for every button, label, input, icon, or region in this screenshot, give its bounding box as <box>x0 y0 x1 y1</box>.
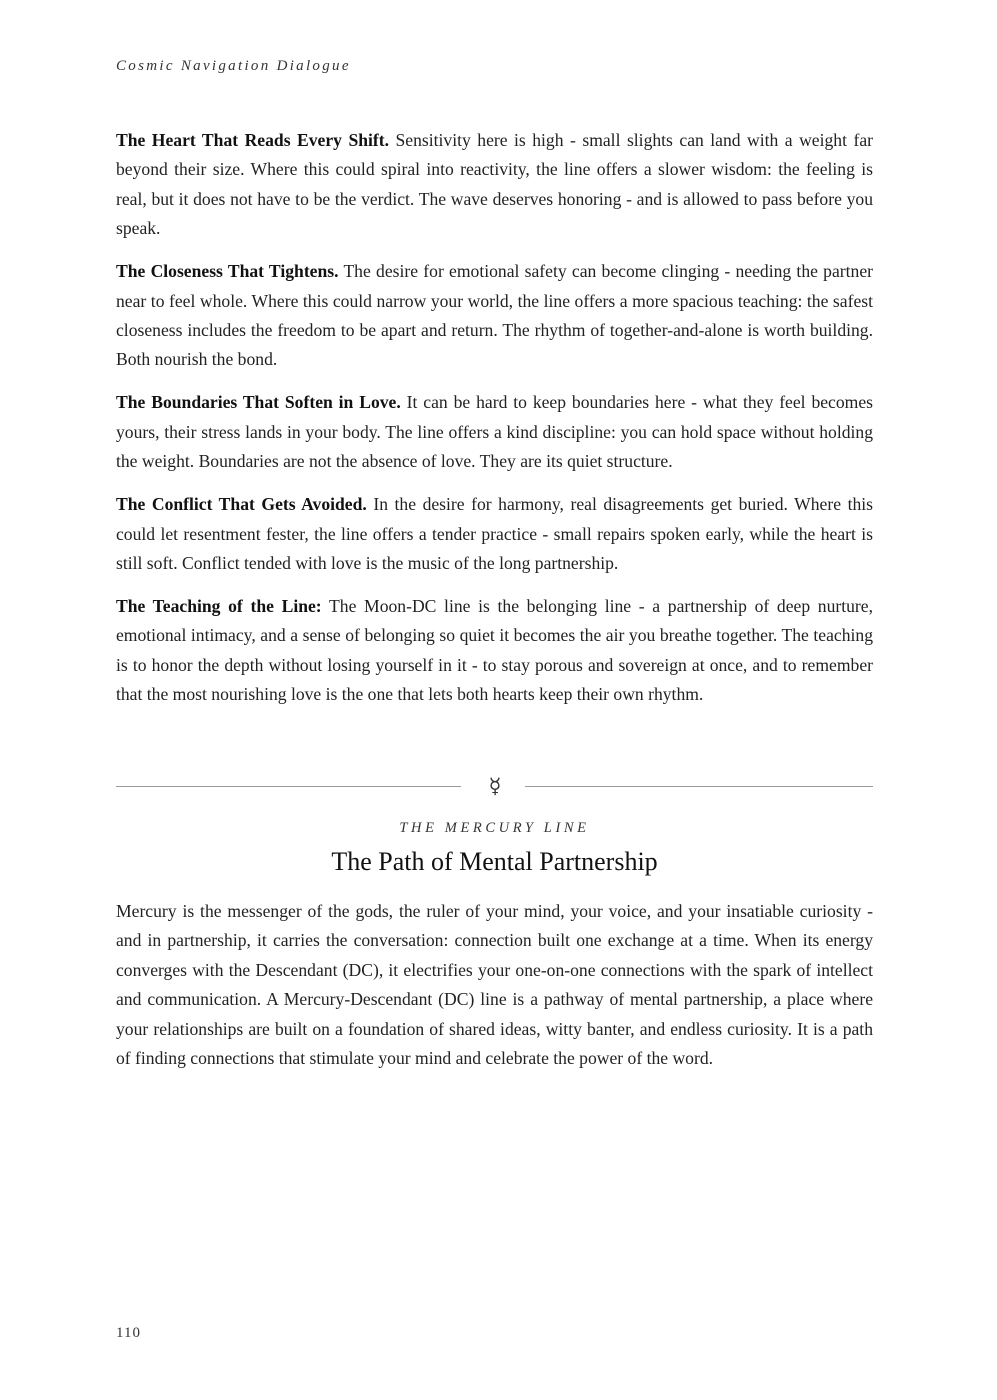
running-header: Cosmic Navigation Dialogue <box>116 58 351 74</box>
paragraph-lead: The Closeness That Tightens. <box>116 261 339 282</box>
paragraph-mercury-intro: Mercury is the messenger of the gods, the ruler of your mind, your voice, and your insatiable curiosity - and in partnership, it carries the conversation: connection built one exchange at a time. When its energy converges with the Descendant (DC), it electrifies your one-on-one connections with the spark of intellect and communication. A Mercury-Descendant (DC) line is a pathway of mental partnership, a place where your relationships are built on a foundation of shared ideas, witty banter, and endless curiosity. It is a path of finding connections that stimulate your mind and celebrate the power of the word. <box>116 901 873 1069</box>
section-kicker: THE MERCURY LINE <box>399 820 590 836</box>
mercury-glyph-icon: ☿ <box>488 774 502 798</box>
section-divider <box>116 772 873 802</box>
divider-rule-right <box>525 786 873 787</box>
page-number: 110 <box>116 1325 141 1341</box>
section-body <box>116 897 873 1087</box>
section-title: The Path of Mental Partnership <box>331 847 658 876</box>
paragraph-lead: The Heart That Reads Every Shift. <box>116 130 390 150</box>
paragraph-lead: The Conflict That Gets Avoided. <box>116 494 367 515</box>
paragraph-text: In the desire for harmony, real disagreements get buried. Where this could let resentment fester, the line offers a tender practice - small repairs spoken early, while the heart is still soft. Conflict tended with love is the music of the long partnership. <box>116 494 873 574</box>
paragraph-boundaries <box>116 388 873 476</box>
paragraph-text: It can be hard to keep boundaries here - what they feel becomes yours, their stress lands in your body. The line offers a kind discipline: you can hold space without holding the weight. Boundaries are not the absence of love. They are its quiet structure. <box>116 392 873 472</box>
body-text <box>116 126 873 723</box>
paragraph-closeness <box>116 257 873 375</box>
paragraph-heart-shift <box>116 126 873 244</box>
paragraph-lead: The Teaching of the Line: <box>116 596 322 617</box>
paragraph-teaching <box>116 592 873 710</box>
paragraph-text: The Moon-DC line is the belonging line - a partnership of deep nurture, emotional intimacy, and a sense of belonging so quiet it becomes the air you breathe together. The teaching is to honor the depth without losing yourself in it - to stay porous and sovereign at once, and to remember that the most nourishing love is the one that lets both hearts keep their own rhythm. <box>116 596 874 705</box>
paragraph-text: The desire for emotional safety can become clinging - needing the partner near to feel whole. Where this could narrow your world, the line offers a more spacious teaching: the safest closeness includes the freedom to be apart and return. The rhythm of together-and-alone is worth building. Both nourish the bond. <box>116 261 873 370</box>
divider-rule-left <box>116 786 461 787</box>
paragraph-lead: The Boundaries That Soften in Love. <box>116 392 401 413</box>
paragraph-conflict <box>116 490 873 578</box>
paragraph-text: Sensitivity here is high - small slights can land with a weight far beyond their size. Where this could spiral into reactivity, the line offers a slower wisdom: the feeling is real, but it does not have to be the verdict. The wave deserves honoring - and is allowed to pass before you speak. <box>116 130 873 239</box>
